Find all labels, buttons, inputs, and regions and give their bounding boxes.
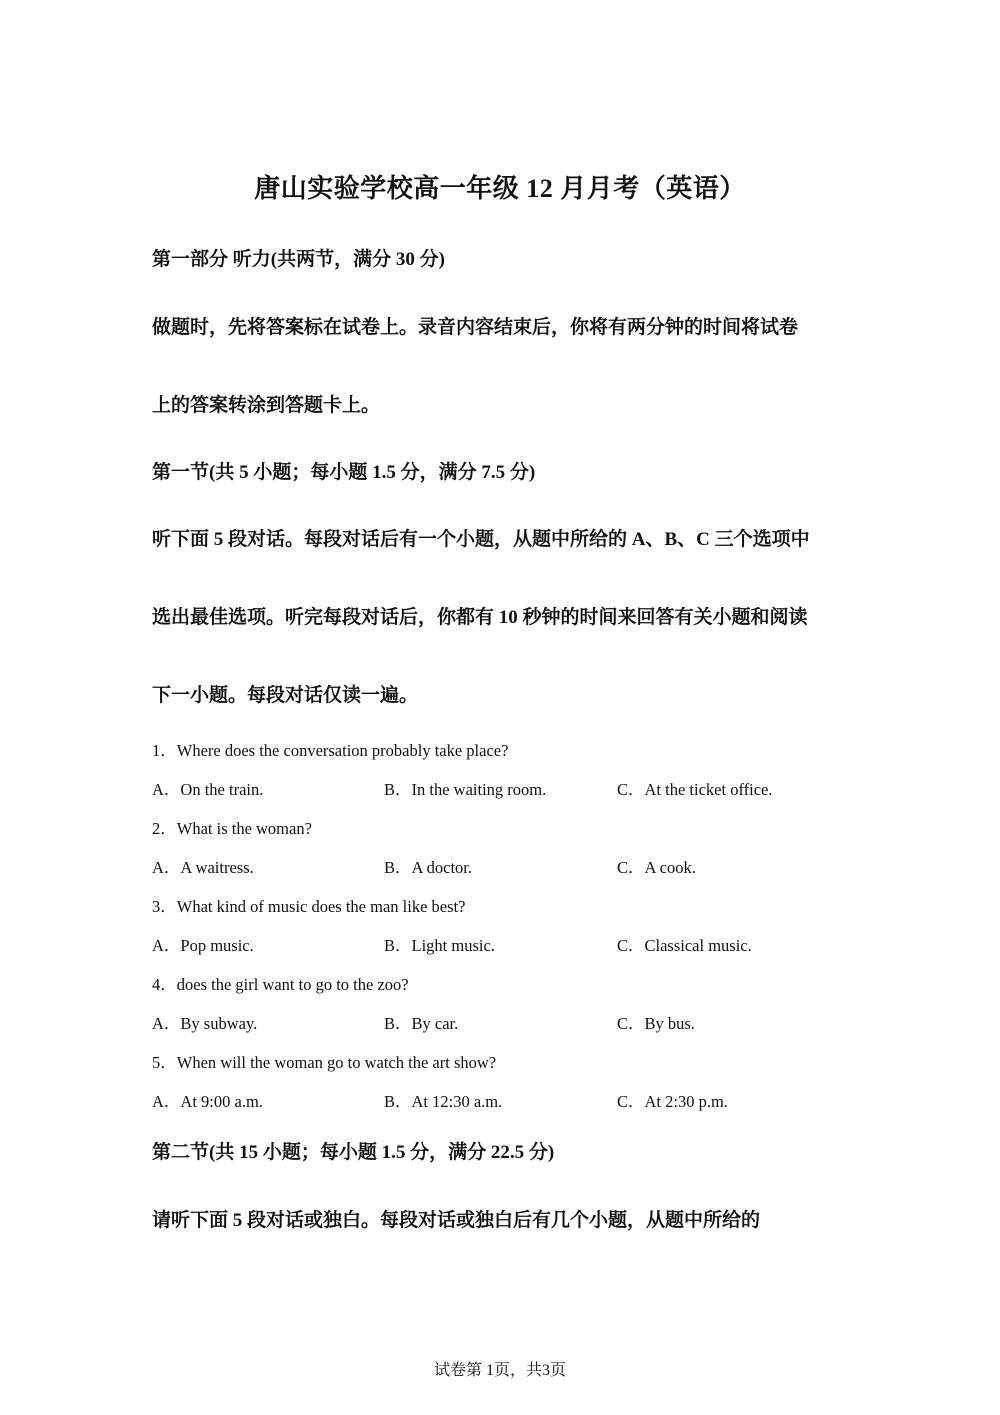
question-stem: 1．Where does the conversation probably take place? [152,741,509,760]
option-b: B．By car. [384,1014,459,1033]
part1-instruction-line1: 做题时，先将答案标在试卷上。录音内容结束后，你将有两分钟的时间将试卷 [152,317,799,338]
option-a: A．At 9:00 a.m. [152,1092,263,1111]
part1-instruction-line2: 上的答案转涂到答题卡上。 [152,395,381,416]
question-stem: 4．does the girl want to go to the zoo? [152,975,409,994]
option-b: B．Light music. [384,936,495,955]
question-stem: 2．What is the woman? [152,819,312,838]
section1-heading: 第一节(共 5 小题；每小题 1.5 分，满分 7.5 分) [152,462,536,483]
part1-heading: 第一部分 听力(共两节，满分 30 分) [152,249,445,270]
section1-instruction-line1: 听下面 5 段对话。每段对话后有一个小题，从题中所给的 A、B、C 三个选项中 [152,529,810,550]
option-c: C．Classical music. [617,936,752,955]
page-footer: 试卷第 1页，共3页 [433,1362,566,1379]
option-a: A．Pop music. [152,936,254,955]
option-a: A．On the train. [152,780,264,799]
section1-instruction-line3: 下一小题。每段对话仅读一遍。 [152,685,419,706]
option-c: C．By bus. [617,1014,695,1033]
page-title: 唐山实验学校高一年级 12 月月考（英语） [254,174,746,203]
question-stem: 3．What kind of music does the man like best? [152,897,466,916]
section1-instruction-line2: 选出最佳选项。听完每段对话后，你都有 10 秒钟的时间来回答有关小题和阅读 [152,607,808,628]
option-c: C．A cook. [617,858,696,877]
option-b: B．A doctor. [384,858,473,877]
option-a: A．By subway. [152,1014,258,1033]
section2-instruction-line1: 请听下面 5 段对话或独白。每段对话或独白后有几个小题，从题中所给的 [152,1210,761,1231]
option-c: C．At the ticket office. [617,780,773,799]
section2-heading: 第二节(共 15 小题；每小题 1.5 分，满分 22.5 分) [152,1142,555,1163]
option-c: C．At 2:30 p.m. [617,1092,728,1111]
question-stem: 5．When will the woman go to watch the art show? [152,1053,497,1072]
option-b: B．At 12:30 a.m. [384,1092,503,1111]
option-b: B．In the waiting room. [384,780,547,799]
option-a: A．A waitress. [152,858,254,877]
